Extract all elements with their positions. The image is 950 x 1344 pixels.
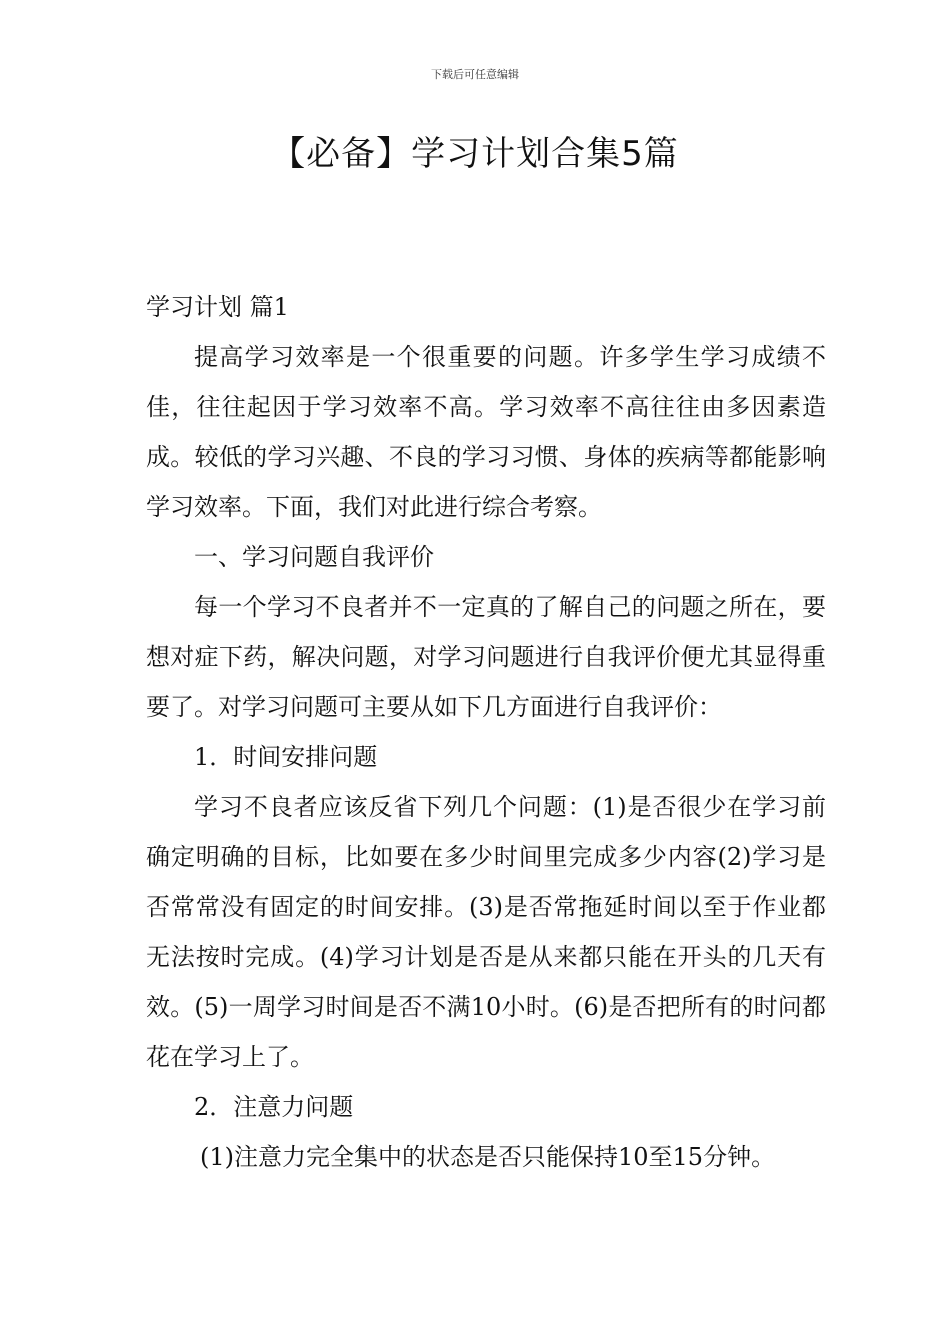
header-note: 下载后可任意编辑	[431, 68, 519, 81]
time-arrangement-paragraph: 学习不良者应该反省下列几个问题：(1)是否很少在学习前确定明确的目标，比如要在多少时间里完成多少内容(2)学习是否常常没有固定的时间安排。(3)是否常拖延时间以至于作业都无法按时完成。(4)学习计划是否是从来都只能在开头的几天有效。(5)一周学习时间是否不满10小时。(6)是否把所有的时问都花在学习上了。	[146, 793, 826, 1071]
heading-self-evaluation: 一、学习问题自我评价	[194, 543, 434, 571]
self-evaluation-paragraph: 每一个学习不良者并不一定真的了解自己的问题之所在，要想对症下药，解决问题，对学习问题进行自我评价便尤其显得重要了。对学习问题可主要从如下几方面进行自我评价：	[146, 593, 826, 721]
heading-attention: 2．注意力问题	[194, 1093, 354, 1121]
attention-item-1: (1)注意力完全集中的状态是否只能保持10至15分钟。	[200, 1143, 776, 1171]
document-title: 【必备】学习计划合集5篇	[271, 134, 679, 174]
heading-time-arrangement: 1．时间安排问题	[194, 743, 378, 771]
document-body	[146, 282, 826, 1182]
section-heading: 学习计划 篇1	[146, 293, 289, 321]
intro-paragraph: 提高学习效率是一个很重要的问题。许多学生学习成绩不佳，往往起因于学习效率不高。学习效率不高往往由多因素造成。较低的学习兴趣、不良的学习习惯、身体的疾病等都能影响学习效率。下面，我们对此进行综合考察。	[146, 343, 826, 521]
